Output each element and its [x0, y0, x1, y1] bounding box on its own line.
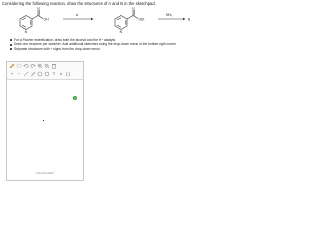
sketchpad-editor[interactable] — [6, 61, 84, 181]
zoom-in-icon[interactable] — [37, 63, 43, 69]
instruction-item: Separate structures with + signs from the drop-down menu. — [10, 47, 196, 51]
instruction-item: Draw one structure per sketcher. Add additional sketchers using the drop-down menu in the bottom right corner. — [10, 42, 196, 46]
text-icon[interactable]: T — [52, 71, 56, 76]
bullet-dot — [10, 39, 12, 41]
reaction-scheme — [0, 7, 200, 39]
reagent-nh3-label: NH₃ — [166, 13, 173, 17]
charge-icon[interactable]: ± — [59, 71, 63, 76]
plus-icon[interactable]: + — [10, 71, 14, 76]
question-prompt: Considering the following reaction, draw the structures of A and B in the sketchpad. — [2, 1, 156, 6]
intermediate-oet-label: OEt — [138, 17, 145, 22]
ring-icon[interactable] — [37, 71, 43, 77]
reactant-oh-label: OH — [43, 17, 49, 22]
instruction-item: For a Fischer esterification, draw both the alcohol and the H⁺ catalyst. — [10, 38, 196, 42]
intermediate-carbonyl-o: O — [132, 7, 135, 11]
lasso-icon[interactable] — [16, 63, 22, 69]
reagent-a-label: A — [76, 13, 79, 17]
chemdoodle-credit: ChemDoodle® — [35, 171, 55, 175]
product-b-label: B — [188, 17, 191, 22]
minus-icon[interactable]: − — [17, 71, 21, 76]
bullet-dot — [10, 48, 12, 50]
sketchpad-toolbar — [7, 62, 83, 80]
reactant-structure — [20, 10, 43, 30]
redo-icon[interactable] — [30, 63, 36, 69]
ok-check-icon[interactable] — [73, 96, 77, 100]
reactant-carbonyl-o: O — [37, 7, 40, 11]
arrow-head-1 — [91, 18, 94, 20]
bullet-dot — [10, 44, 12, 46]
arrow-head-2 — [183, 18, 186, 20]
canvas-cursor-dot — [43, 120, 44, 121]
circle-icon[interactable] — [44, 71, 50, 77]
reactant-n-label: N — [24, 30, 28, 34]
undo-icon[interactable] — [23, 63, 29, 69]
zoom-out-icon[interactable] — [44, 63, 50, 69]
instruction-list — [10, 38, 196, 51]
bond-icon[interactable] — [23, 71, 29, 77]
intermediate-n-label: N — [119, 30, 123, 34]
template-icon[interactable]: [ ] — [66, 71, 70, 76]
clear-icon[interactable] — [51, 63, 57, 69]
pencil-icon[interactable] — [9, 63, 15, 69]
intermediate-structure — [115, 10, 138, 30]
double-bond-icon[interactable] — [30, 71, 36, 77]
